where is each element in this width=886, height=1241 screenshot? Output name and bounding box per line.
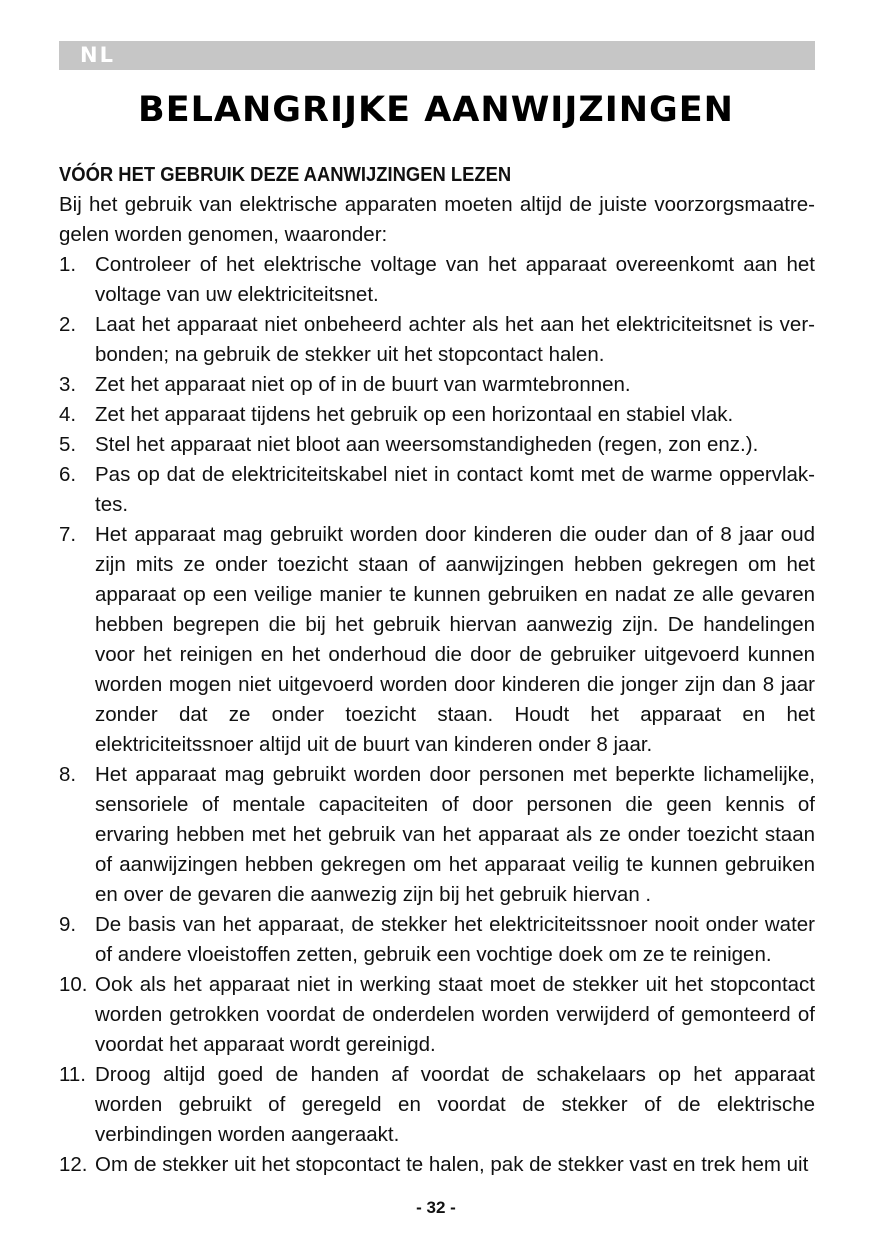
language-code: NL: [80, 43, 115, 67]
list-item: [59, 760, 815, 910]
list-item-number: 6.: [59, 463, 77, 486]
list-item: [59, 1060, 815, 1150]
list-item-text: Droog altijd goed de handen af voordat de schakelaars op het apparaat worden gebruikt of geregeld en voordat de stekker of de elektrische verbindingen worden aangeraakt.: [95, 1063, 815, 1146]
list-item-text: Pas op dat de elektriciteitskabel niet in contact komt met de warme oppervlaktes.: [95, 463, 815, 516]
page-title: BELANGRIJKE AANWIJZINGEN: [138, 90, 734, 130]
instructions-section: [59, 160, 815, 1180]
list-item-text: Laat het apparaat niet onbeheerd achter als het aan het elektriciteitsnet is verbonden; na gebruik de stekker uit het stopcontact halen.: [95, 313, 815, 366]
list-item-text: Controleer of het elektrische voltage van het apparaat overeenkomt aan het voltage van uw elektriciteitsnet.: [95, 253, 815, 306]
list-item-text: Zet het apparaat tijdens het gebruik op een horizontaal en stabiel vlak.: [95, 403, 734, 426]
list-item-text: Het apparaat mag gebruikt worden door personen met beperkte lichamelijke, sensoriele of mentale capaciteiten of door personen die geen kennis of ervaring hebben met het gebruik van het apparaat als ze onder toezicht staan of aanwijzingen hebben gekregen om het apparaat veilig te kunnen gebruiken en over de gevaren die aanwezig zijn bij het gebruik hiervan .: [95, 763, 815, 906]
list-item: [59, 400, 815, 430]
list-item-number: 2.: [59, 313, 77, 336]
list-item: [59, 310, 815, 370]
list-item: [59, 970, 815, 1060]
language-bar: [59, 41, 815, 70]
list-item: [59, 520, 815, 760]
list-item-text: De basis van het apparaat, de stekker het elektriciteitssnoer nooit onder water of andere vloeistoffen zetten, gebruik een vochtige doek om ze te reinigen.: [95, 913, 815, 966]
intro-paragraph: Bij het gebruik van elektrische apparaten moeten altijd de juiste voorzorgsmaatregelen worden genomen, waaronder:: [59, 193, 815, 246]
list-item-number: 9.: [59, 913, 77, 936]
list-item-text: Om de stekker uit het stopcontact te halen, pak de stekker vast en trek hem uit: [95, 1153, 809, 1176]
page-number: - 32 -: [416, 1198, 456, 1217]
list-item-number: 12.: [59, 1153, 88, 1176]
list-item: [59, 910, 815, 970]
section-heading: VÓÓR HET GEBRUIK DEZE AANWIJZINGEN LEZEN: [59, 164, 512, 186]
instruction-list: [59, 250, 815, 1180]
list-item-number: 5.: [59, 433, 77, 456]
list-item-text: Zet het apparaat niet op of in de buurt van warmtebronnen.: [95, 373, 631, 396]
list-item-number: 1.: [59, 253, 77, 276]
list-item: [59, 460, 815, 520]
list-item-number: 7.: [59, 523, 77, 546]
list-item-number: 4.: [59, 403, 77, 426]
list-item: [59, 430, 815, 460]
list-item: [59, 250, 815, 310]
list-item: [59, 370, 815, 400]
list-item-number: 10.: [59, 973, 88, 996]
list-item-number: 8.: [59, 763, 77, 786]
list-item-text: Stel het apparaat niet bloot aan weersomstandigheden (regen, zon enz.).: [95, 433, 759, 456]
list-item-text: Ook als het apparaat niet in werking staat moet de stekker uit het stopcontact worden getrokken voordat de onderdelen worden verwijderd of gemonteerd of voordat het apparaat wordt gereinigd.: [95, 973, 815, 1056]
list-item-number: 3.: [59, 373, 77, 396]
list-item-text: Het apparaat mag gebruikt worden door kinderen die ouder dan of 8 jaar oud zijn mits ze onder toezicht staan of aanwijzingen hebben gekregen om het apparaat op een veilige manier te kunnen gebruiken en nadat ze alle gevaren hebben begrepen die bij het gebruik hiervan aanwezig zijn. De handelingen voor het reinigen en het onderhoud die door de gebruiker uitgevoerd kunnen worden mogen niet uitgevoerd worden door kinderen die jonger zijn dan 8 jaar zonder dat ze onder toezicht staan. Houdt het apparaat en het elektriciteitssnoer altijd uit de buurt van kinderen onder 8 jaar.: [95, 523, 815, 756]
list-item: [59, 1150, 815, 1180]
list-item-number: 11.: [59, 1063, 86, 1086]
